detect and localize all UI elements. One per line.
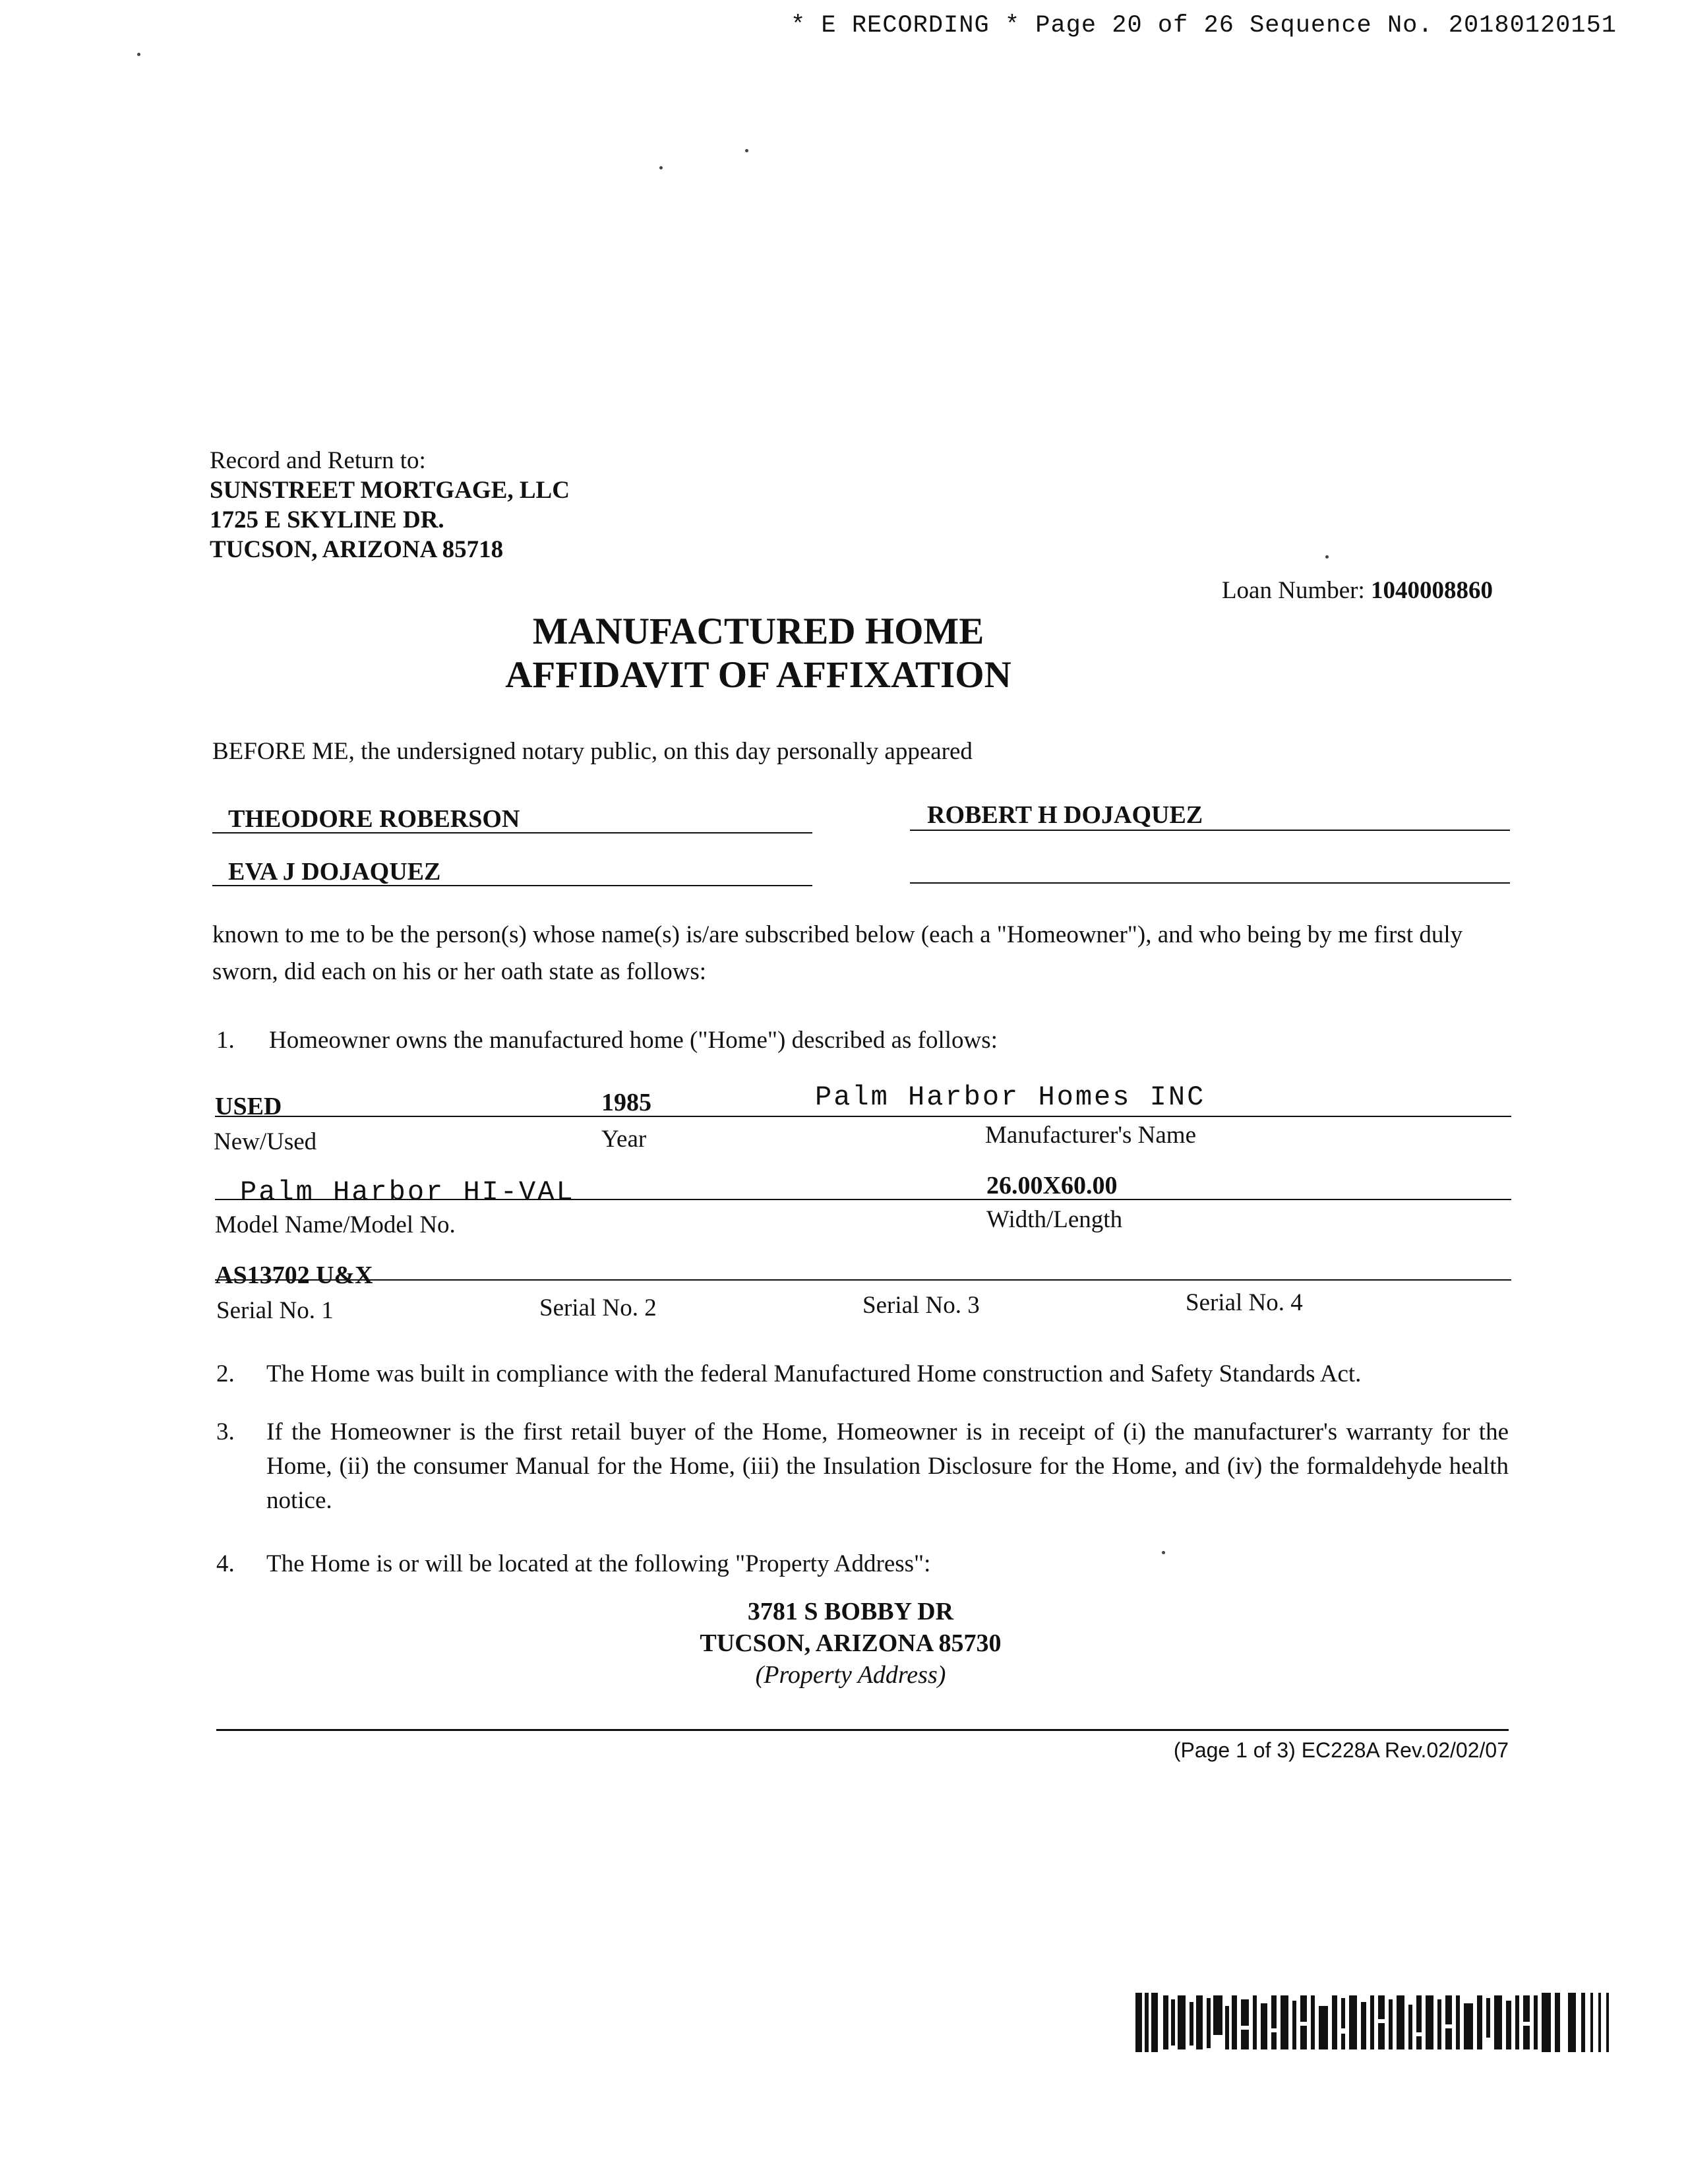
new-used-label: New/Used <box>214 1128 317 1155</box>
model-value: Palm Harbor HI-VAL <box>240 1176 575 1208</box>
serial-3-label: Serial No. 3 <box>862 1292 980 1319</box>
serial-4-label: Serial No. 4 <box>1186 1289 1303 1316</box>
width-length-label: Width/Length <box>986 1206 1123 1233</box>
item-3-number: 3. <box>216 1418 235 1445</box>
page-footer: (Page 1 of 3) EC228A Rev.02/02/07 <box>1173 1738 1509 1762</box>
year-value: 1985 <box>601 1089 651 1116</box>
item-4-text: The Home is or will be located at the following "Property Address": <box>266 1550 931 1577</box>
person-line-2 <box>910 797 1510 831</box>
return-company: SUNSTREET MORTGAGE, LLC <box>210 477 570 504</box>
item-2-text: The Home was built in compliance with the federal Manufactured Home construction and Safety Standards Act. <box>266 1360 1362 1387</box>
return-city: TUCSON, ARIZONA 85718 <box>210 536 504 563</box>
loan-number-value: 1040008860 <box>1371 577 1493 604</box>
title-line-1: MANUFACTURED HOME <box>532 611 984 652</box>
year-label: Year <box>601 1126 647 1153</box>
manufacturer-value: Palm Harbor Homes INC <box>815 1081 1206 1113</box>
document-title <box>0 610 1688 697</box>
loan-number <box>1222 576 1493 605</box>
person-name-3: EVA J DOJAQUEZ <box>228 858 441 886</box>
scan-speck <box>137 53 140 56</box>
title-line-2: AFFIDAVIT OF AFFIXATION <box>505 654 1011 696</box>
scan-speck <box>659 166 663 169</box>
new-used-value: USED <box>215 1093 282 1120</box>
property-city: TUCSON, ARIZONA 85730 <box>700 1629 1002 1657</box>
item-3-text: If the Homeowner is the first retail buyer of the Home, Homeowner is in receipt of (i) the manufacturer's warranty for the Home, (ii) the consumer Manual for the Home, (iii) the Insulation Disclosure for the Home, and (iv) the formaldehyde health notice. <box>266 1418 1509 1514</box>
serial-1-value: AS13702 U&X <box>215 1261 373 1289</box>
person-name-2: ROBERT H DOJAQUEZ <box>927 801 1203 829</box>
loan-number-label: Loan Number: <box>1221 577 1365 604</box>
person-name-1: THEODORE ROBERSON <box>228 805 520 833</box>
serial-row-line <box>215 1266 1511 1281</box>
known-text: known to me to be the person(s) whose name(s) is/are subscribed below (each a "Homeowner"), and who being by me first duly sworn, did each on his or her oath state as follows: <box>212 921 1463 985</box>
intro-text: BEFORE ME, the undersigned notary public, on this day personally appeared <box>212 738 973 765</box>
property-caption: (Property Address) <box>755 1661 946 1689</box>
model-label: Model Name/Model No. <box>215 1211 456 1238</box>
serial-2-label: Serial No. 2 <box>539 1294 657 1321</box>
recording-header: * E RECORDING * Page 20 of 26 Sequence No. 20180120151 <box>791 12 1617 40</box>
item-1-number: 1. <box>216 1027 235 1054</box>
footer-rule <box>216 1729 1509 1731</box>
width-length-value: 26.00X60.00 <box>986 1172 1118 1199</box>
item-2-number: 2. <box>216 1360 235 1387</box>
item-4-number: 4. <box>216 1550 235 1577</box>
scan-speck <box>1325 555 1329 559</box>
person-line-1 <box>212 799 812 834</box>
serial-1-label: Serial No. 1 <box>216 1297 334 1324</box>
return-label: Record and Return to: <box>210 447 426 474</box>
record-and-return-block <box>210 446 570 564</box>
item-1-text: Homeowner owns the manufactured home ("Home") described as follows: <box>269 1027 998 1054</box>
person-line-4 <box>910 851 1510 884</box>
scan-speck <box>745 149 748 152</box>
barcode-image <box>1135 1993 1610 2052</box>
person-line-3 <box>212 853 812 886</box>
property-street: 3781 S BOBBY DR <box>747 1598 954 1625</box>
manufacturer-label: Manufacturer's Name <box>985 1122 1196 1149</box>
return-street: 1725 E SKYLINE DR. <box>210 506 444 533</box>
property-address <box>0 1596 1688 1691</box>
